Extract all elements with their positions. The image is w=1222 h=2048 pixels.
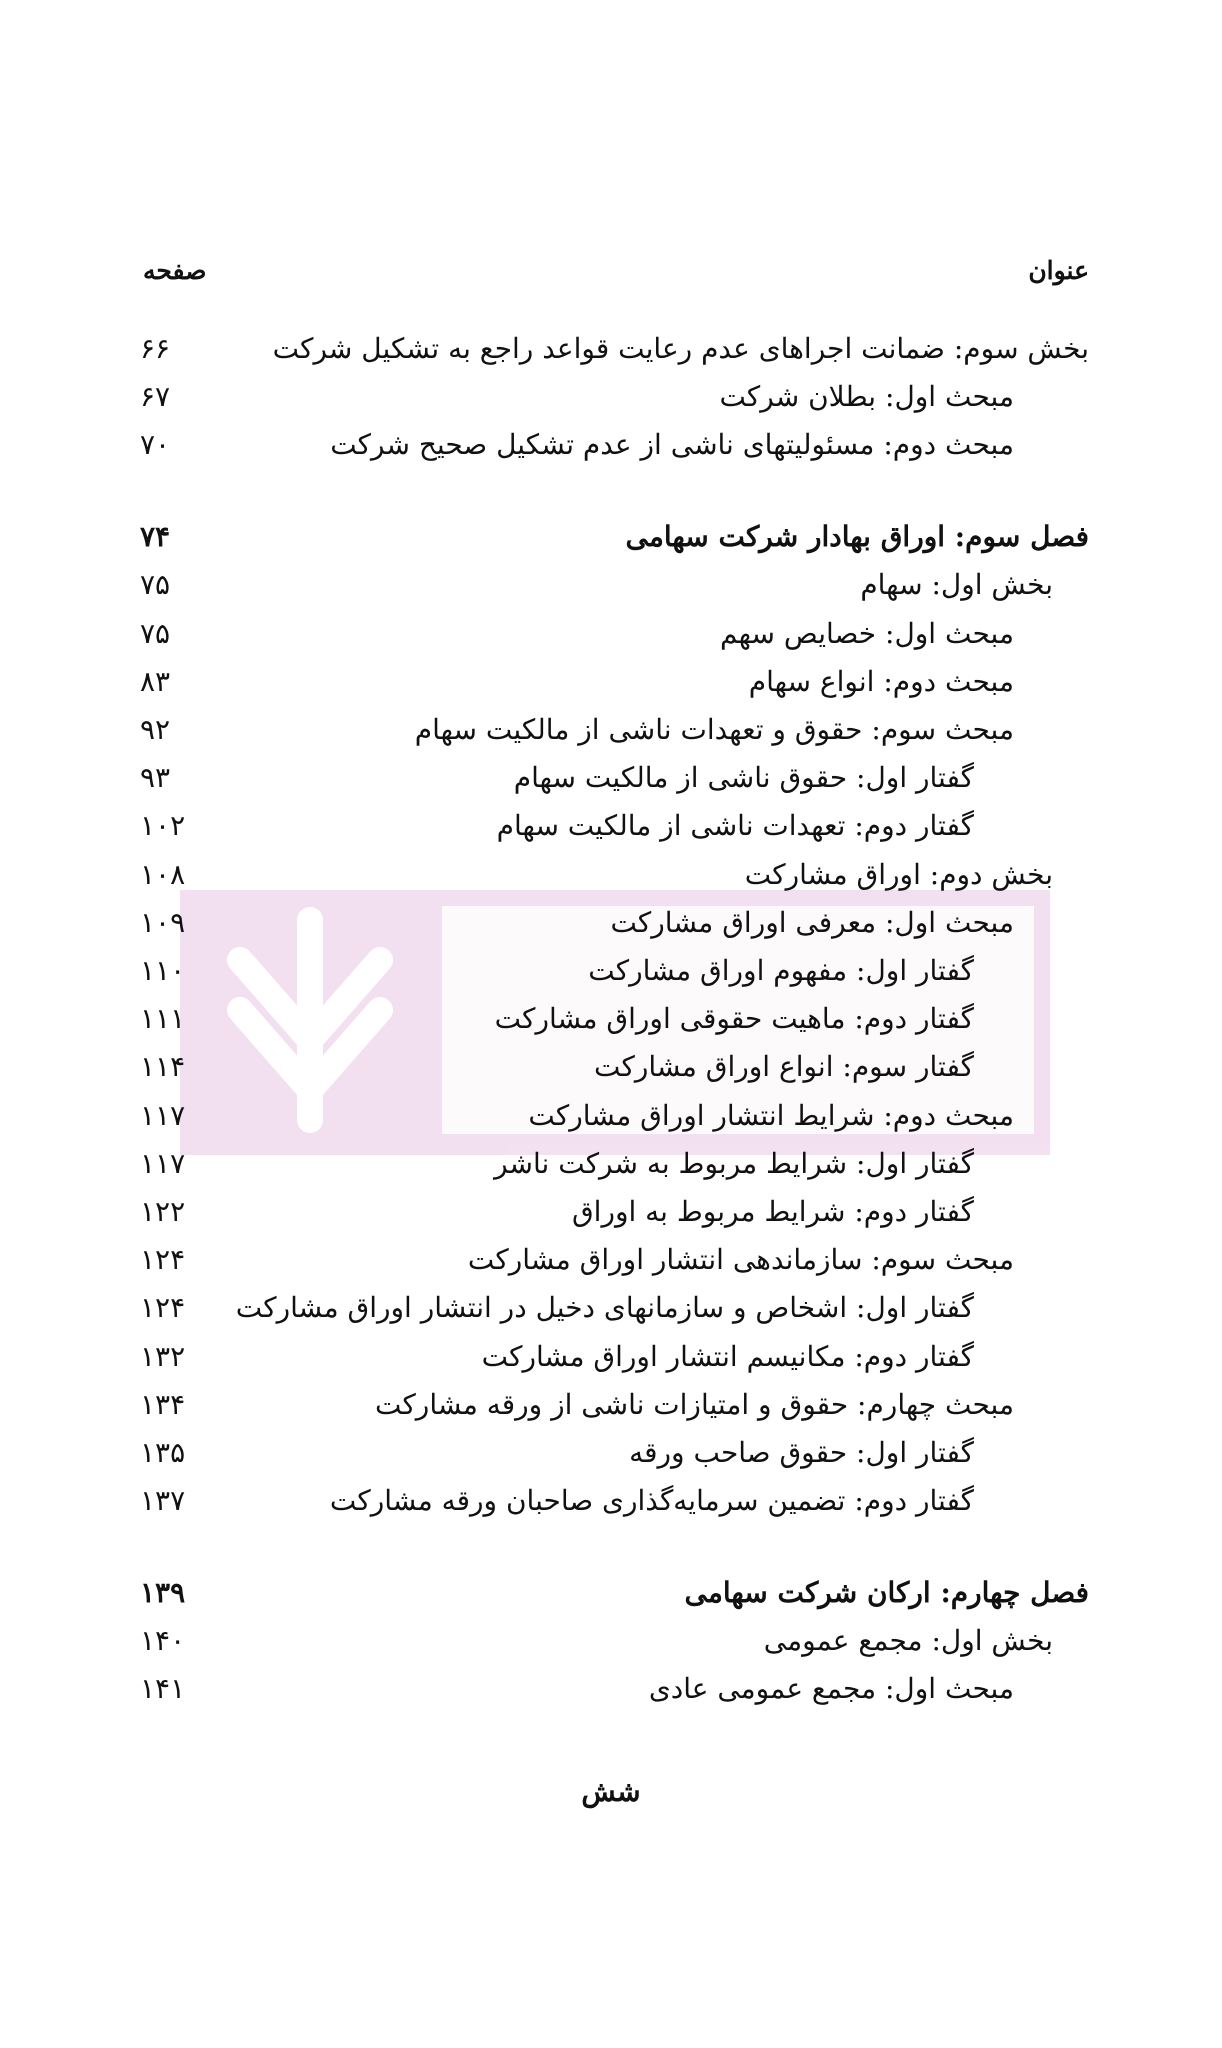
toc-entry <box>0 802 1222 850</box>
toc-entry-page: ۱۴۰ <box>140 1624 186 1657</box>
toc-entry-page: ۱۰۸ <box>140 858 186 891</box>
toc-entry-title: بخش دوم: اوراق مشارکت <box>744 858 1053 891</box>
toc-entry-title: گفتار اول: حقوق ناشی از مالکیت سهام <box>513 761 974 794</box>
toc-header-title: عنوان <box>1028 256 1089 285</box>
toc-chapter-page: ۱۳۹ <box>140 1576 186 1609</box>
toc-entry-title: مبحث اول: بطلان شرکت <box>719 380 1014 413</box>
toc-entry-page: ۱۰۲ <box>140 809 186 842</box>
toc-entry-title: مبحث سوم: سازماندهی انتشار اوراق مشارکت <box>467 1243 1014 1276</box>
toc-entry-page: ۱۱۷ <box>140 1099 186 1132</box>
toc-entry-page: ۱۱۰ <box>140 954 186 987</box>
toc-entry-page: ۱۱۴ <box>140 1050 186 1083</box>
toc-entry-title: گفتار اول: شرایط مربوط به شرکت ناشر <box>494 1147 974 1180</box>
toc-entry-title: گفتار اول: اشخاص و سازمانهای دخیل در انتشار اوراق مشارکت <box>235 1291 974 1324</box>
toc-entry-title: گفتار دوم: تضمین سرمایه‌گذاری صاحبان ورقه مشارکت <box>329 1484 974 1517</box>
toc-entry-title: بخش اول: سهام <box>860 568 1053 601</box>
toc-entry <box>0 1333 1222 1381</box>
toc-entry <box>0 1284 1222 1332</box>
toc-entry-page: ۶۷ <box>140 380 171 413</box>
toc-entry-title: مبحث اول: معرفی اوراق مشارکت <box>610 906 1014 939</box>
toc-entry-page: ۱۴۱ <box>140 1672 186 1705</box>
toc-entry <box>0 947 1222 995</box>
toc-entry <box>0 1617 1222 1665</box>
toc-chapter-title: فصل سوم: اوراق بهادار شرکت سهامی <box>625 520 1089 553</box>
toc-chapter <box>0 1569 1222 1617</box>
toc-entry <box>0 561 1222 609</box>
toc-entry-title: مبحث دوم: مسئولیتهای ناشی از عدم تشکیل صحیح شرکت <box>330 428 1014 461</box>
toc-entry-page: ۱۳۲ <box>140 1340 186 1373</box>
toc-entry-title: گفتار دوم: ماهیت حقوقی اوراق مشارکت <box>494 1002 974 1035</box>
toc-entry-title: گفتار دوم: مکانیسم انتشار اوراق مشارکت <box>481 1340 974 1373</box>
toc-entry-page: ۱۲۴ <box>140 1291 186 1324</box>
toc-entry <box>0 754 1222 802</box>
toc-entry <box>0 899 1222 947</box>
toc-entry-title: مبحث سوم: حقوق و تعهدات ناشی از مالکیت سهام <box>414 713 1014 746</box>
toc-entry-page: ۱۲۴ <box>140 1243 186 1276</box>
toc-chapter <box>0 513 1222 561</box>
toc-entry <box>0 325 1222 373</box>
toc-entry-title: مبحث اول: خصایص سهم <box>719 617 1014 650</box>
toc-entry <box>0 1429 1222 1477</box>
toc-entry-page: ۹۳ <box>140 761 171 794</box>
toc-entry-title: مبحث چهارم: حقوق و امتیازات ناشی از ورقه مشارکت <box>374 1388 1014 1421</box>
toc-entry-title: گفتار اول: مفهوم اوراق مشارکت <box>588 954 974 987</box>
toc-header-page: صفحه <box>143 256 207 285</box>
toc-entry <box>0 706 1222 754</box>
toc-entry-page: ۶۶ <box>140 332 171 365</box>
toc-entry-title: مبحث اول: مجمع عمومی عادی <box>648 1672 1014 1705</box>
toc-entry-title: بخش سوم: ضمانت اجراهای عدم رعایت قواعد راجع به تشکیل شرکت <box>272 332 1089 365</box>
toc-entry <box>0 658 1222 706</box>
toc-chapter-title: فصل چهارم: ارکان شرکت سهامی <box>684 1576 1089 1609</box>
toc-entry-page: ۱۲۲ <box>140 1195 186 1228</box>
toc-entry-page: ۱۱۷ <box>140 1147 186 1180</box>
toc-entry-page: ۱۱۱ <box>140 1002 186 1035</box>
toc-entry-title: گفتار اول: حقوق صاحب ورقه <box>629 1436 974 1469</box>
toc-entry <box>0 851 1222 899</box>
toc-entry-page: ۷۰ <box>140 428 171 461</box>
toc-entry <box>0 1188 1222 1236</box>
toc-entry <box>0 373 1222 421</box>
toc-entry-page: ۷۵ <box>140 568 171 601</box>
toc-entry-title: بخش اول: مجمع عمومی <box>763 1624 1053 1657</box>
toc-entry <box>0 421 1222 469</box>
toc-entry <box>0 1381 1222 1429</box>
toc-entry-title: مبحث دوم: انواع سهام <box>748 665 1014 698</box>
page-number-footer: شش <box>581 1775 641 1808</box>
toc-entry-page: ۷۵ <box>140 617 171 650</box>
toc-entry <box>0 1092 1222 1140</box>
toc-entry <box>0 1140 1222 1188</box>
toc-entry-title: گفتار سوم: انواع اوراق مشارکت <box>594 1050 974 1083</box>
toc-entry <box>0 1236 1222 1284</box>
toc-entry-title: گفتار دوم: شرایط مربوط به اوراق <box>571 1195 974 1228</box>
toc-entry-title: مبحث دوم: شرایط انتشار اوراق مشارکت <box>528 1099 1014 1132</box>
toc-entry-page: ۱۳۷ <box>140 1484 186 1517</box>
toc-entry-page: ۱۳۴ <box>140 1388 186 1421</box>
toc-entry-page: ۸۳ <box>140 665 171 698</box>
toc-entry-title: گفتار دوم: تعهدات ناشی از مالکیت سهام <box>496 809 974 842</box>
toc-entry-page: ۱۰۹ <box>140 906 186 939</box>
toc-entry <box>0 610 1222 658</box>
toc-entry-page: ۱۳۵ <box>140 1436 186 1469</box>
toc-entry <box>0 995 1222 1043</box>
toc-entry <box>0 1665 1222 1713</box>
toc-entry <box>0 1477 1222 1525</box>
toc-entry <box>0 1043 1222 1091</box>
toc-entry-page: ۹۲ <box>140 713 171 746</box>
toc-chapter-page: ۷۴ <box>140 520 171 553</box>
